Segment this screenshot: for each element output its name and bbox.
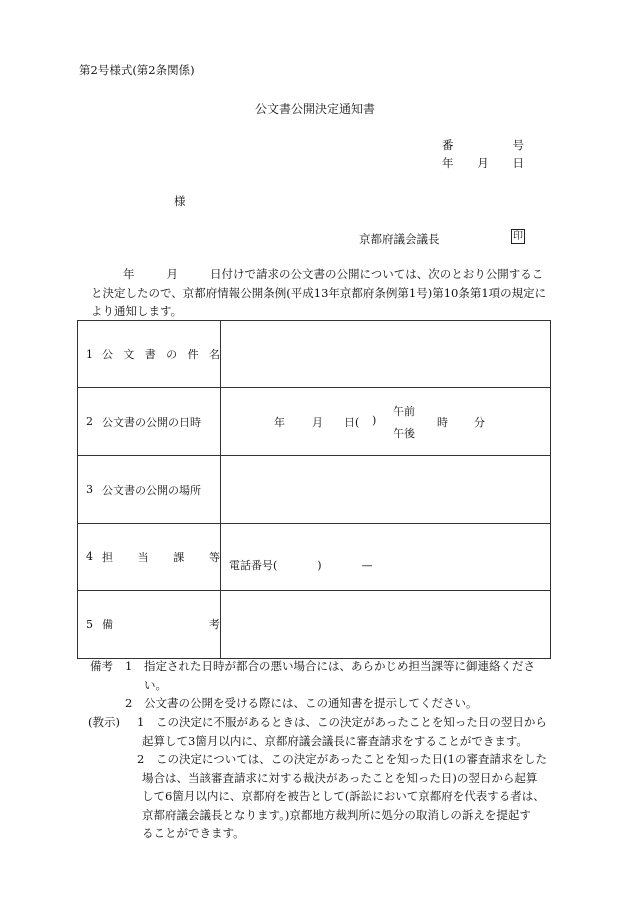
row-label-text: 公文書の公開の日時 <box>102 415 201 429</box>
row-number: 3 <box>86 483 93 497</box>
kyouji-label: (教示) <box>88 715 120 729</box>
label-char: 件 <box>187 348 199 362</box>
body-line-1 <box>91 265 551 284</box>
label-char: 等 <box>208 550 220 564</box>
table-row <box>78 591 551 658</box>
datetime-month: 月 <box>312 416 323 430</box>
instruction-1-number: 1 <box>137 715 145 729</box>
body-line-3: より通知します。 <box>91 304 183 318</box>
row-label-place <box>78 456 221 523</box>
value-remarks <box>221 591 551 658</box>
value-subject <box>221 321 551 388</box>
row-label-text <box>102 616 220 632</box>
instruction-2-line-2: 場合は、当該審査請求に対する裁決があったことを知った日)の翌日から起算 <box>142 770 538 785</box>
document-number-line <box>442 137 524 153</box>
date-month-char: 月 <box>477 156 489 170</box>
form-number: 第2号様式(第2条関係) <box>79 63 195 77</box>
table-row <box>78 388 551 456</box>
label-char: 名 <box>208 348 220 362</box>
label-char: 備 <box>102 618 113 632</box>
row-label-department <box>78 523 221 590</box>
label-char: 考 <box>209 618 220 632</box>
document-date-line <box>442 155 524 171</box>
value-place <box>221 456 551 523</box>
label-char: 担 <box>102 550 113 564</box>
date-day-char: 日 <box>512 156 524 170</box>
instruction-2-line-4: 京都府議会議長となります。)京都地方裁判所に処分の取消しの訴えを提起す <box>142 807 531 822</box>
instruction-2-line-5: ることができます。 <box>142 826 245 840</box>
row-number: 1 <box>86 347 93 361</box>
disclosure-table <box>77 320 551 659</box>
value-department <box>221 523 551 590</box>
row-label-subject <box>78 321 221 388</box>
body-year: 年 <box>123 267 135 281</box>
body-paragraph <box>91 265 551 321</box>
row-number: 5 <box>86 617 93 631</box>
table-row <box>78 321 551 388</box>
number-char-ban: 番 <box>442 138 454 152</box>
value-datetime <box>221 388 551 456</box>
number-char-gou: 号 <box>512 138 524 152</box>
issuer-name: 京都府議会議長 <box>359 232 440 246</box>
table-row <box>78 456 551 523</box>
datetime-day: 日( <box>344 416 360 430</box>
body-month: 月 <box>166 267 178 281</box>
datetime-minute: 分 <box>474 416 485 430</box>
document-title: 公文書公開決定通知書 <box>254 102 375 116</box>
label-char: 文 <box>123 348 135 362</box>
row-number: 2 <box>86 415 93 429</box>
seal-mark: 印 <box>513 231 523 242</box>
instruction-1-line-2: 起算して3箇月以内に、京都府議会議長に審査請求をすることができます。 <box>142 733 528 748</box>
row-label-datetime <box>78 388 221 456</box>
datetime-hour: 時 <box>437 416 448 430</box>
addressee-suffix: 様 <box>174 194 186 208</box>
body-line-2: と決定したので、京都府情報公開条例(平成13年京都府条例第1号)第10条第1項の規定に <box>91 285 547 300</box>
label-char: の <box>166 348 178 362</box>
row-label-text: 公文書の公開の場所 <box>102 483 201 497</box>
row-number: 4 <box>86 550 93 564</box>
instruction-2-line-1: この決定については、この決定があったことを知った日(1の審査請求をした <box>156 752 547 766</box>
datetime-am: 午前 <box>393 405 415 419</box>
tel-dash: — <box>361 558 373 572</box>
label-char: 公 <box>102 348 113 362</box>
datetime-pm: 午後 <box>393 427 415 441</box>
row-label-text <box>102 346 220 362</box>
tel-label: 電話番号( <box>229 558 278 572</box>
row-label-text <box>102 549 220 565</box>
instruction-2-line-3: して6箇月以内に、京都府を被告として(訴訟において京都府を代表する者は、 <box>142 789 545 803</box>
body-line1-text: 日付けで請求の公文書の公開については、次のとおり公開するこ <box>210 267 544 281</box>
datetime-year: 年 <box>274 416 285 430</box>
row-label-remarks <box>78 591 221 658</box>
instruction-1-line-1: この決定に不服があるときは、この決定があったことを知った日の翌日から <box>156 715 547 729</box>
date-year-char: 年 <box>442 156 454 170</box>
datetime-paren-close: ) <box>372 414 377 428</box>
note-1-line-2: い。 <box>144 677 167 692</box>
table-row <box>78 523 551 590</box>
note-2-number: 2 <box>125 696 133 710</box>
label-char: 書 <box>144 348 156 362</box>
note-1-line-1: 指定された日時が都合の悪い場合には、あらかじめ担当課等に御連絡くださ <box>144 659 535 673</box>
label-char: 当 <box>137 550 149 564</box>
bikou-label: 備考 <box>90 659 113 673</box>
label-char: 課 <box>173 550 185 564</box>
tel-paren-close: ) <box>317 558 322 572</box>
note-1-number: 1 <box>125 659 133 673</box>
instruction-2-number: 2 <box>137 752 145 766</box>
note-2-line-1: 公文書の公開を受ける際には、この通知書を提示してください。 <box>144 696 478 710</box>
